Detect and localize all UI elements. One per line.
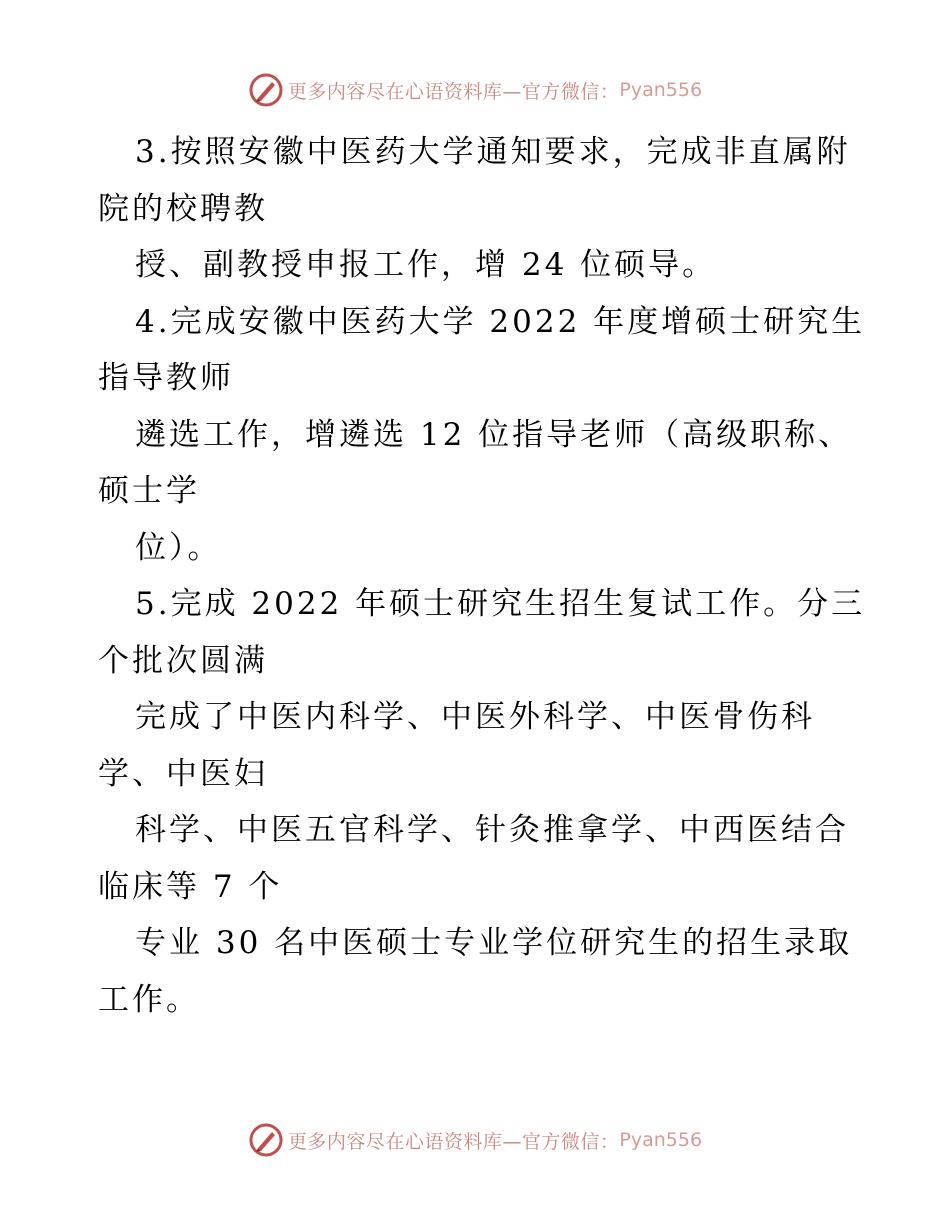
header-contact: Pyan556 (619, 79, 703, 101)
footer-contact: Pyan556 (619, 1129, 703, 1151)
text-line: 科学、中医五官科学、针灸推拿学、中西医结合 (135, 812, 849, 848)
text-line: 遴选工作，增遴选 12 位指导老师（高级职称、 (135, 416, 853, 453)
pen-logo-icon (248, 72, 284, 108)
text-line: 指导教师 (98, 360, 234, 396)
text-line: 院的校聘教 (98, 190, 268, 227)
footer-banner-text: 更多内容尽在心语资料库—官方微信： (287, 1130, 620, 1153)
text-line: 工作。 (98, 981, 200, 1018)
text-line: 专业 30 名中医硕士专业学位研究生的招生录取 (135, 925, 853, 961)
text-line: 硕士学 (98, 473, 200, 509)
text-line: 3.按照安徽中医药大学通知要求，完成非直属附 (135, 134, 851, 170)
text-line: 5.完成 2022 年硕士研究生招生复试工作。分三 (135, 586, 866, 622)
text-line: 学、中医妇 (98, 755, 268, 792)
text-line: 授、副教授申报工作，增 24 位硕导。 (135, 247, 717, 283)
document-body (98, 124, 878, 1028)
footer-banner (0, 1120, 950, 1160)
header-banner-text: 更多内容尽在心语资料库—官方微信： (287, 80, 620, 103)
text-line: 临床等 7 个 (98, 868, 283, 905)
text-line: 位）。 (135, 529, 222, 566)
text-line: 完成了中医内科学、中医外科学、中医骨伤科 (135, 699, 815, 735)
text-line: 4.完成安徽中医药大学 2022 年度增硕士研究生 (135, 303, 866, 340)
text-line: 个批次圆满 (98, 642, 268, 679)
pen-logo-icon (248, 1122, 284, 1158)
header-banner (0, 70, 950, 110)
